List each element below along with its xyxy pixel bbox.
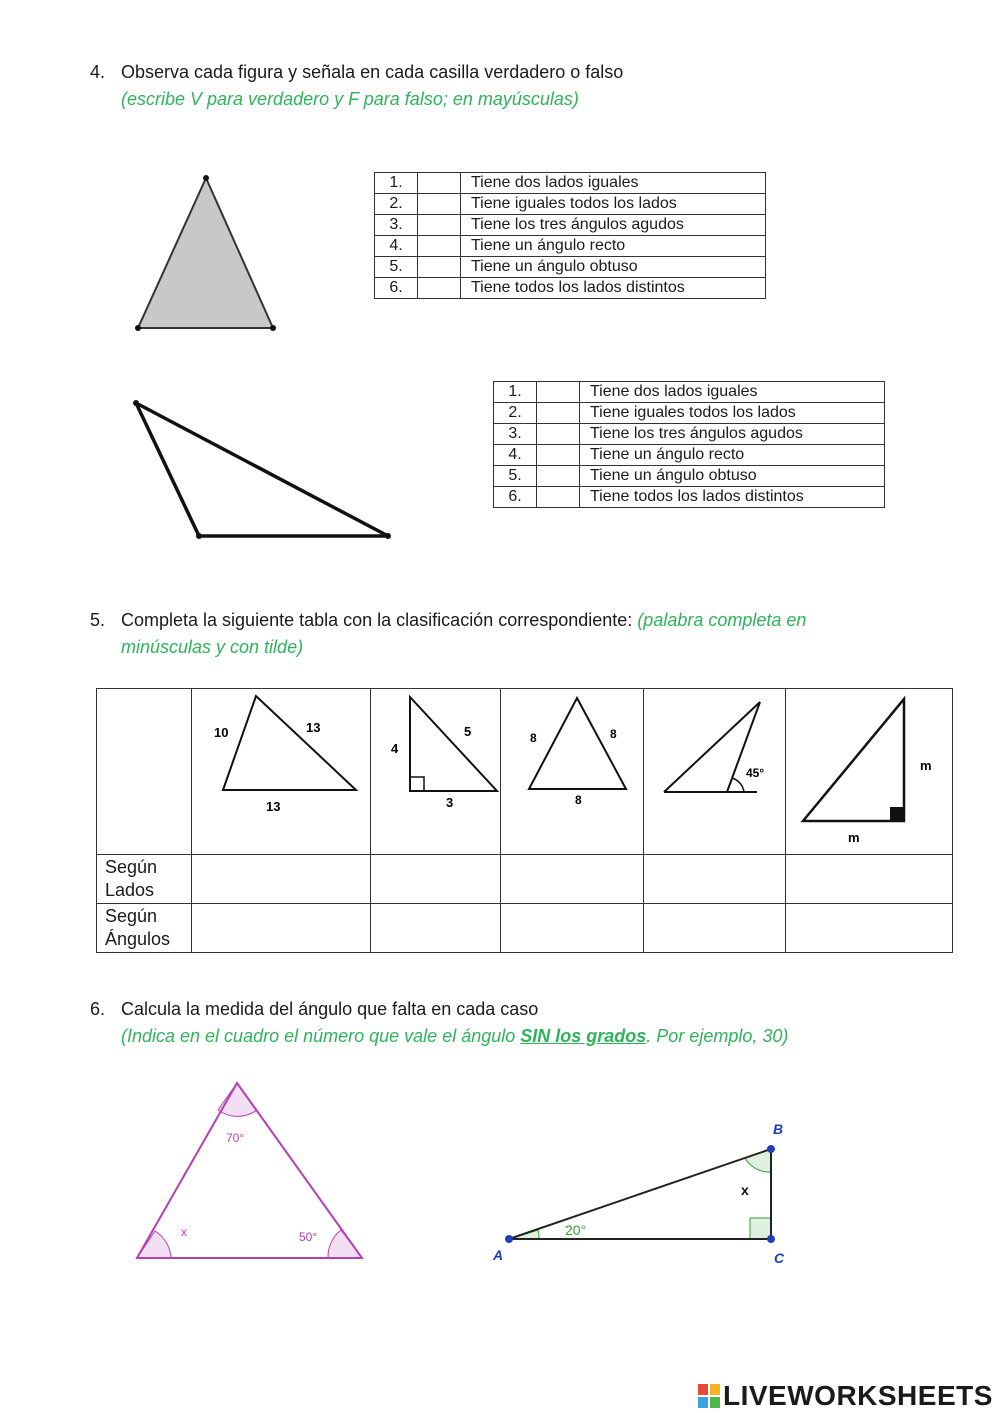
q5-hint-line1: (palabra completa en <box>637 610 807 630</box>
row-number: 1. <box>375 173 418 194</box>
answer-box[interactable] <box>418 278 461 299</box>
table-row-angulos <box>97 904 953 953</box>
q4-table-1 <box>374 172 766 299</box>
row-number: 4. <box>494 445 537 466</box>
row-number: 5. <box>375 257 418 278</box>
table-row <box>375 278 766 299</box>
answer-box[interactable] <box>418 194 461 215</box>
answer-cell[interactable] <box>786 904 953 953</box>
angle-x-label: x <box>181 1225 187 1239</box>
label-side-m-vertical: m <box>920 758 932 773</box>
q5-title <box>121 608 806 632</box>
table-row <box>494 424 885 445</box>
label-side-m-horizontal: m <box>848 830 860 845</box>
answer-cell[interactable] <box>192 855 371 904</box>
q5-hint-line2: minúsculas y con tilde) <box>121 637 304 657</box>
figure-cell-4 <box>644 689 786 855</box>
row-number: 2. <box>494 403 537 424</box>
q6-number: 6. <box>90 999 106 1019</box>
q6-title: Calcula la medida del ángulo que falta en cada caso <box>121 999 539 1019</box>
q6-hint <box>121 1024 788 1048</box>
row-statement: Tiene iguales todos los lados <box>461 194 766 215</box>
label-line: Ángulos <box>105 929 171 949</box>
q4-figure-obtuse-triangle <box>125 390 400 550</box>
q4-hint: (escribe V para verdadero y F para falso; en mayúsculas) <box>121 89 579 109</box>
answer-cell[interactable] <box>192 904 371 953</box>
empty-corner-cell <box>97 689 192 855</box>
answer-box[interactable] <box>537 403 580 424</box>
triangle-equilateral-figure <box>501 689 643 849</box>
answer-box[interactable] <box>418 257 461 278</box>
row-number: 1. <box>494 382 537 403</box>
answer-cell[interactable] <box>371 855 501 904</box>
q6-figure-purple-triangle <box>130 1075 370 1270</box>
label-side-13a: 13 <box>306 720 321 735</box>
liveworksheets-logo-icon <box>698 1384 720 1408</box>
triangle-obtuse-45-figure <box>644 689 785 849</box>
q4-number: 4. <box>90 62 106 82</box>
row-statement: Tiene iguales todos los lados <box>580 403 885 424</box>
brand-text: LIVEWORKSHEETS <box>723 1380 993 1411</box>
answer-cell[interactable] <box>644 904 786 953</box>
label-side-3: 3 <box>446 795 454 810</box>
q6-hint-emphasis: SIN los grados <box>520 1026 647 1046</box>
label-side-8a: 8 <box>530 731 537 745</box>
row-number: 6. <box>494 487 537 508</box>
table-row-figures <box>97 689 953 855</box>
triangle-scalene-figure <box>192 689 370 849</box>
row-statement: Tiene dos lados iguales <box>461 173 766 194</box>
table-row <box>375 173 766 194</box>
answer-cell[interactable] <box>786 855 953 904</box>
q6-hint-part-a: (Indica en el cuadro el número que vale el ángulo <box>121 1026 521 1046</box>
answer-box[interactable] <box>418 215 461 236</box>
row-statement: Tiene un ángulo recto <box>461 236 766 257</box>
label-line: Según <box>105 906 158 926</box>
table-row <box>494 487 885 508</box>
figure-cell-5 <box>786 689 953 855</box>
answer-box[interactable] <box>537 487 580 508</box>
label-line: Lados <box>105 880 155 900</box>
figure-cell-3 <box>501 689 644 855</box>
answer-cell[interactable] <box>371 904 501 953</box>
angle-20-label: 20° <box>565 1222 587 1238</box>
table-row <box>375 194 766 215</box>
angle-x-label: x <box>741 1182 749 1198</box>
figure-cell-2 <box>371 689 501 855</box>
row-number: 3. <box>375 215 418 236</box>
answer-cell[interactable] <box>501 855 644 904</box>
angle-50-label: 50° <box>299 1230 318 1244</box>
label-side-13b: 13 <box>266 799 281 814</box>
label-side-8c: 8 <box>575 793 582 807</box>
answer-cell[interactable] <box>501 904 644 953</box>
answer-box[interactable] <box>418 173 461 194</box>
row-label-segun-angulos <box>97 904 192 953</box>
row-number: 4. <box>375 236 418 257</box>
table-row <box>494 445 885 466</box>
row-number: 3. <box>494 424 537 445</box>
q5-number: 5. <box>90 610 106 630</box>
table-row <box>375 215 766 236</box>
row-statement: Tiene un ángulo obtuso <box>461 257 766 278</box>
q4-figure-isosceles-triangle <box>125 165 285 340</box>
table-row-lados <box>97 855 953 904</box>
q6-hint-part-c: . Por ejemplo, 30) <box>646 1026 789 1046</box>
row-statement: Tiene un ángulo recto <box>580 445 885 466</box>
row-statement: Tiene todos los lados distintos <box>461 278 766 299</box>
answer-cell[interactable] <box>644 855 786 904</box>
table-row <box>494 382 885 403</box>
vertex-c-label: C <box>774 1250 785 1266</box>
answer-box[interactable] <box>537 445 580 466</box>
row-statement: Tiene dos lados iguales <box>580 382 885 403</box>
q4-title: Observa cada figura y señala en cada casilla verdadero o falso <box>121 62 624 82</box>
figure-cell-1 <box>192 689 371 855</box>
table-row <box>375 236 766 257</box>
q4-table-2 <box>493 381 885 508</box>
row-number: 6. <box>375 278 418 299</box>
label-side-8b: 8 <box>610 727 617 741</box>
row-statement: Tiene los tres ángulos agudos <box>580 424 885 445</box>
label-side-5: 5 <box>464 724 472 739</box>
label-line: Según <box>105 857 158 877</box>
row-number: 2. <box>375 194 418 215</box>
vertex-b-label: B <box>773 1121 784 1137</box>
table-row <box>494 403 885 424</box>
answer-box[interactable] <box>418 236 461 257</box>
footer-logo <box>698 1380 993 1412</box>
label-side-10: 10 <box>214 725 229 740</box>
row-statement: Tiene todos los lados distintos <box>580 487 885 508</box>
q5-title-text: Completa la siguiente tabla con la clasificación correspondiente: <box>121 610 633 630</box>
row-statement: Tiene los tres ángulos agudos <box>461 215 766 236</box>
row-number: 5. <box>494 466 537 487</box>
classification-table <box>96 688 953 953</box>
triangle-right-figure <box>371 689 500 849</box>
label-angle-45: 45° <box>746 766 765 780</box>
q6-figure-right-triangle-abc <box>485 1115 795 1275</box>
answer-box[interactable] <box>537 382 580 403</box>
table-row <box>375 257 766 278</box>
triangle-right-isosceles-figure <box>786 689 952 849</box>
answer-box[interactable] <box>537 466 580 487</box>
answer-box[interactable] <box>537 424 580 445</box>
angle-70-label: 70° <box>226 1131 245 1145</box>
table-row <box>494 466 885 487</box>
label-side-4: 4 <box>391 741 399 756</box>
row-statement: Tiene un ángulo obtuso <box>580 466 885 487</box>
row-label-segun-lados <box>97 855 192 904</box>
vertex-a-label: A <box>493 1247 504 1263</box>
